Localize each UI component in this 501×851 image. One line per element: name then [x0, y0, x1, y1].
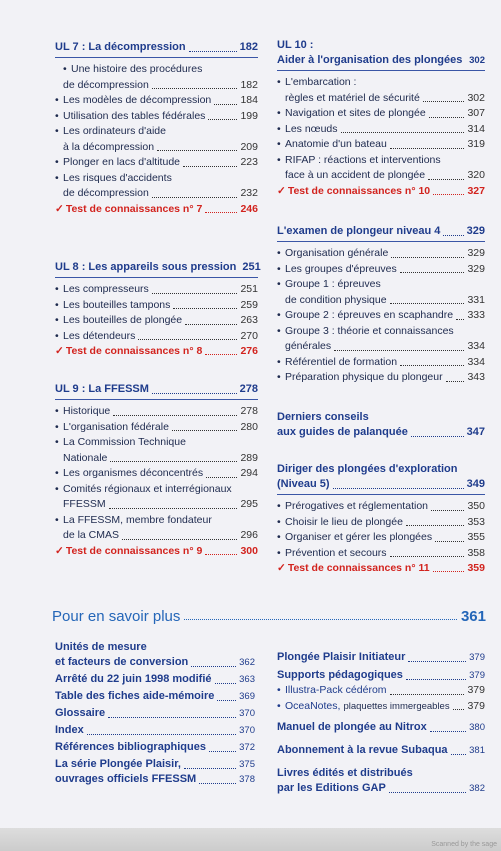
watermark: Scanned by the sage — [431, 841, 497, 848]
ul10-test-link: ✓ Test de connaissances n° 10 327 — [277, 184, 485, 197]
ul7-test-link: ✓ Test de connaissances n° 7 246 — [55, 202, 258, 215]
appendix-entry: La série Plongée Plaisir, 375 — [55, 758, 255, 770]
exam-section: L'examen de plongeur niveau 4 329 • Organisation générale 329 • Les groupes d'épreuves 329 • Groupe 1 : épreuves de condition physique 331 • Groupe 2 : épreuves en scaphandre 333 • Groupe 3 : théorie et connaissances générales 334 • Référentiel de formation 334 • Préparation physique du plongeur 343 — [277, 225, 485, 383]
checkmark-icon: ✓ — [55, 202, 64, 215]
ul8-section: UL 8 : Les appareils sous pression 251 • Les compresseurs 251 • Les bouteilles tampons 259 • Les bouteilles de plongée 263 • Les détendeurs 270 ✓ Test de connaissances n° 8 276 — [55, 261, 261, 357]
appendix-entry: Supports pédagogiques 379 — [277, 669, 485, 681]
appendix-entry: Livres édités et distribués — [277, 767, 413, 779]
ul7-heading: UL 7 : La décompression 182 — [55, 41, 258, 53]
ul9-heading: UL 9 : La FFESSM 278 — [55, 383, 258, 395]
diriger-heading-line1: Diriger des plongées d'exploration — [277, 463, 458, 475]
toc-entry-title: Une histoire des procédures — [71, 63, 203, 75]
ul10-section: UL 10 : Aider à l'organisation des plongées 302 • L'embarcation : règles et matériel de sécurité 302 • Navigation et sites de plongée 307 • Les nœuds 314 • Anatomie d'un bateau 319 • RIFAP : réactions et interventions face à un accident de plongée 320 ✓ Test de connaissances n° 10 327 — [277, 39, 485, 197]
exam-heading: L'examen de plongeur niveau 4 329 — [277, 225, 485, 237]
diriger-heading: (Niveau 5) 349 — [277, 478, 485, 490]
ul8-heading: UL 8 : Les appareils sous pression 251 — [55, 261, 261, 273]
appendix-entry: Manuel de plongée au Nitrox 380 — [277, 721, 485, 733]
appendix-entry: Arrêté du 22 juin 1998 modifié 363 — [55, 673, 255, 685]
ul9-test-link: ✓ Test de connaissances n° 9 300 — [55, 544, 258, 557]
appendix-entry: Index 370 — [55, 724, 255, 736]
ul8-test-link: ✓ Test de connaissances n° 8 276 — [55, 345, 258, 357]
conseils-heading-line1: Derniers conseils — [277, 411, 369, 423]
appendix-entry: Plongée Plaisir Initiateur 379 — [277, 651, 485, 663]
checkmark-icon: ✓ — [277, 562, 286, 574]
appendix-entry: Table des fiches aide-mémoire 369 — [55, 690, 255, 702]
diriger-test-link: ✓ Test de connaissances n° 11 359 — [277, 562, 485, 574]
ul7-section: UL 7 : La décompression 182 • Une histoire des procédures de décompression 182 • Les modèles de décompression 184 • Utilisation des tables fédérales 199 • Les ordinateurs d'aide à la décompression 209 • Plonger en lacs d'altitude 223 • Les risques d'accidents de décompression 232 ✓ Test de connaissances n° 7 246 — [55, 41, 258, 215]
pour-en-savoir-plus-heading: Pour en savoir plus 361 — [52, 608, 486, 625]
checkmark-icon: ✓ — [55, 345, 64, 357]
appendix-entry: Glossaire 370 — [55, 707, 255, 719]
diriger-section: Diriger des plongées d'exploration (Niveau 5) 349 • Prérogatives et réglementation 350 • Choisir le lieu de plongée 353 • Organiser et gérer les plongées 355 • Prévention et secours 358 ✓ Test de connaissances n° 11 359 — [277, 463, 485, 574]
appendix-entry: Abonnement à la revue Subaqua 381 — [277, 744, 485, 756]
ul10-heading: Aider à l'organisation des plongées 302 — [277, 54, 485, 66]
appendix-entry: Unités de mesure — [55, 641, 147, 653]
checkmark-icon: ✓ — [55, 544, 64, 557]
appendix-right-list: Plongée Plaisir Initiateur 379 Supports pédagogiques 379 • Illustra-Pack cédérom 379 • OceaNotes, plaquettes immergeables 379 Manuel de plongée au Nitrox 380 Abonnement à la revue Subaqua 381 Livres édités et distribués par les Editions GAP 382 — [277, 651, 485, 794]
conseils-section — [277, 410, 485, 440]
page-bottom-edge — [0, 828, 501, 851]
checkmark-icon: ✓ — [277, 184, 286, 197]
appendix-left-list: Unités de mesure et facteurs de conversion 362 Arrêté du 22 juin 1998 modifié 363 Table des fiches aide-mémoire 369 Glossaire 370 Index 370 Références bibliographiques 372 La série Plongée Plaisir, 375 ouvrages officiels FFESSM 378 — [55, 641, 255, 785]
ul9-section: UL 9 : La FFESSM 278 • Historique 278 • L'organisation fédérale 280 • La Commission Technique Nationale 289 • Les organismes déconcentrés 294 • Comités régionaux et interrégionaux FFESSM 295 • La FFESSM, membre fondateur de la CMAS 296 ✓ Test de connaissances n° 9 300 — [55, 383, 258, 557]
ul10-heading-line1: UL 10 : — [277, 39, 314, 51]
conseils-heading: aux guides de palanquée 347 — [277, 426, 485, 438]
appendix-entry: Références bibliographiques 372 — [55, 741, 255, 753]
